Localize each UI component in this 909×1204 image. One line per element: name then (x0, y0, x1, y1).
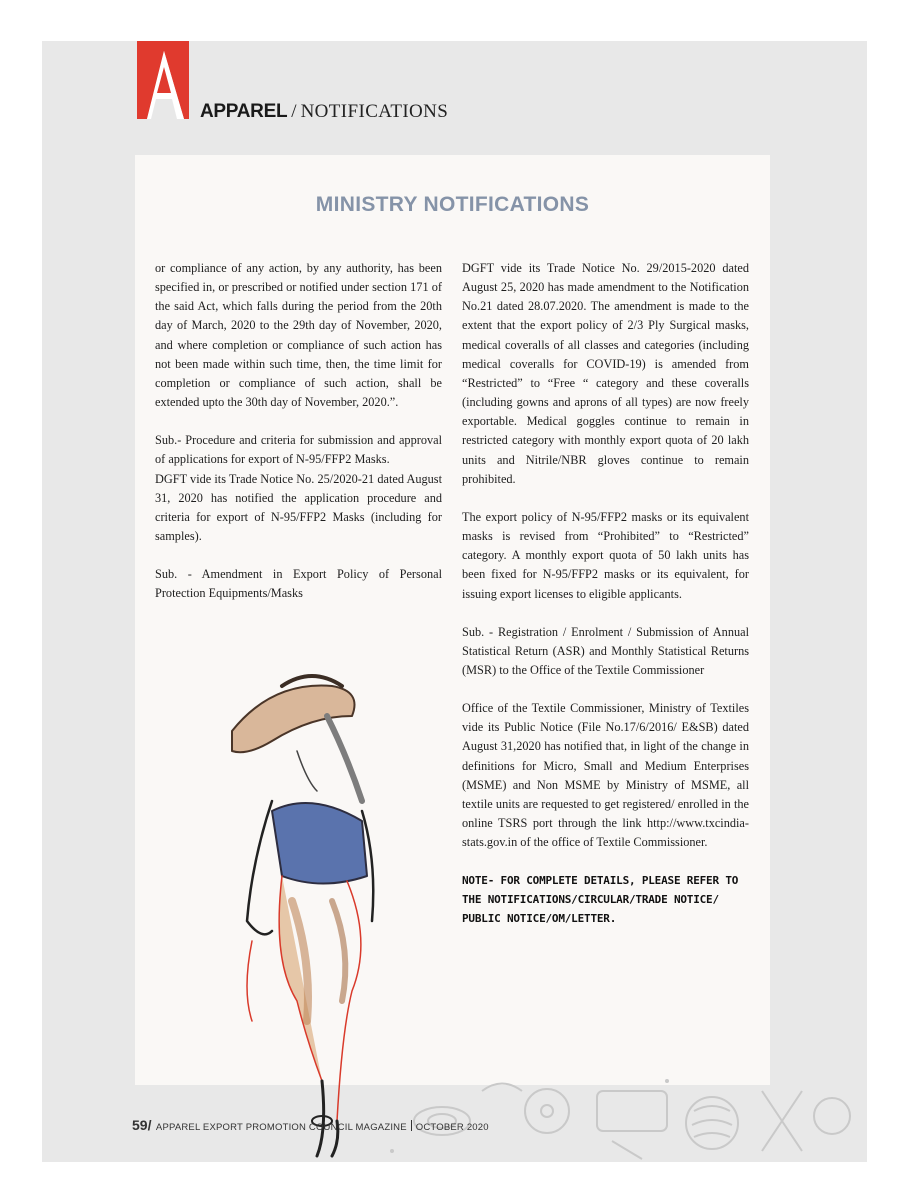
fashion-figure-illustration (212, 661, 412, 1161)
page-footer (132, 1117, 489, 1135)
note-text: NOTE- FOR COMPLETE DETAILS, PLEASE REFER TO THE NOTIFICATIONS/CIRCULAR/TRADE NOTICE/ PUBLIC NOTICE/OM/LETTER. (462, 874, 739, 926)
paragraph: The export policy of N-95/FFP2 masks or its equivalent masks is revised from “Prohibited” to “Restricted” category. A monthly export quota of 50 lakh units has been fixed for N-95/FFP2 masks or its equivalent, for issuing export licenses to eligible applicants. (462, 509, 749, 601)
magazine-name: APPAREL EXPORT PROMOTION COUNCIL MAGAZINE (155, 1122, 407, 1133)
issue-date: OCTOBER 2020 (415, 1122, 489, 1133)
footer-divider (411, 1120, 412, 1131)
paragraph: Office of the Textile Commissioner, Ministry of Textiles vide its Public Notice (File No.17/6/2016/ E&SB) dated August 31,2020 has notified that, in light of the change in definitions for Micro, Small and Medium Enterprises (MSME) and Non MSME by Ministry of MSME, all textile units are requested to get registered/ enrolled in the online TSRS port through the link http://www.txcindia-stats.gov.in of the office of Textile Commissioner. (462, 701, 749, 850)
paragraph: DGFT vide its Trade Notice No. 25/2020-21 dated August 31, 2020 has notified the application procedure and criteria for export of N-95/FFP2 Masks (including for samples). (155, 471, 442, 544)
paragraph: DGFT vide its Trade Notice No. 29/2015-2020 dated August 25, 2020 has made amendment to the Notification No.21 dated 28.07.2020. The amendment is made to the extent that the export policy of 2/3 Ply Surgical masks, medical coveralls of all classes and categories (including medical coveralls for COVID-19) is amended from “Restricted” to “Free “ category and these coveralls (including gowns and aprons of all types) are now freely exportable. Medical goggles continue to remain in restricted category with monthly export quota of 20 lakh units and Nitrile/NBR gloves continue to remain prohibited. (462, 261, 749, 486)
apparel-logo (137, 41, 189, 119)
page-number: 59/ (132, 1117, 152, 1133)
article-title: MINISTRY NOTIFICATIONS (315, 193, 590, 216)
subject-line: Sub. - Registration / Enrolment / Submission of Annual Statistical Return (ASR) and Monthly Statistical Returns (MSR) to the Office of the Textile Commissioner (462, 624, 749, 677)
magazine-page (42, 41, 867, 1162)
brand-label: APPAREL (200, 101, 288, 122)
subject-line: Sub.- Procedure and criteria for submission and approval of applications for export of N-95/FFP2 Masks. (155, 433, 442, 467)
right-column (462, 259, 749, 928)
section-label: NOTIFICATIONS (300, 101, 449, 122)
header-separator: / (291, 101, 297, 122)
paragraph: or compliance of any action, by any authority, has been specified in, or prescribed or notified under section 171 of the said Act, which falls during the period from the 20th day of March, 2020 to the 29th day of November, 2020, and where completion or compliance of such action has not been made within such time, then, the time limit for completion or compliance of such action, shall be extended upto the 30th day of November, 2020.”. (155, 261, 442, 410)
subject-line: Sub. - Amendment in Export Policy of Personal Protection Equipments/Masks (155, 567, 442, 601)
section-header (200, 101, 448, 123)
left-column (155, 259, 442, 604)
